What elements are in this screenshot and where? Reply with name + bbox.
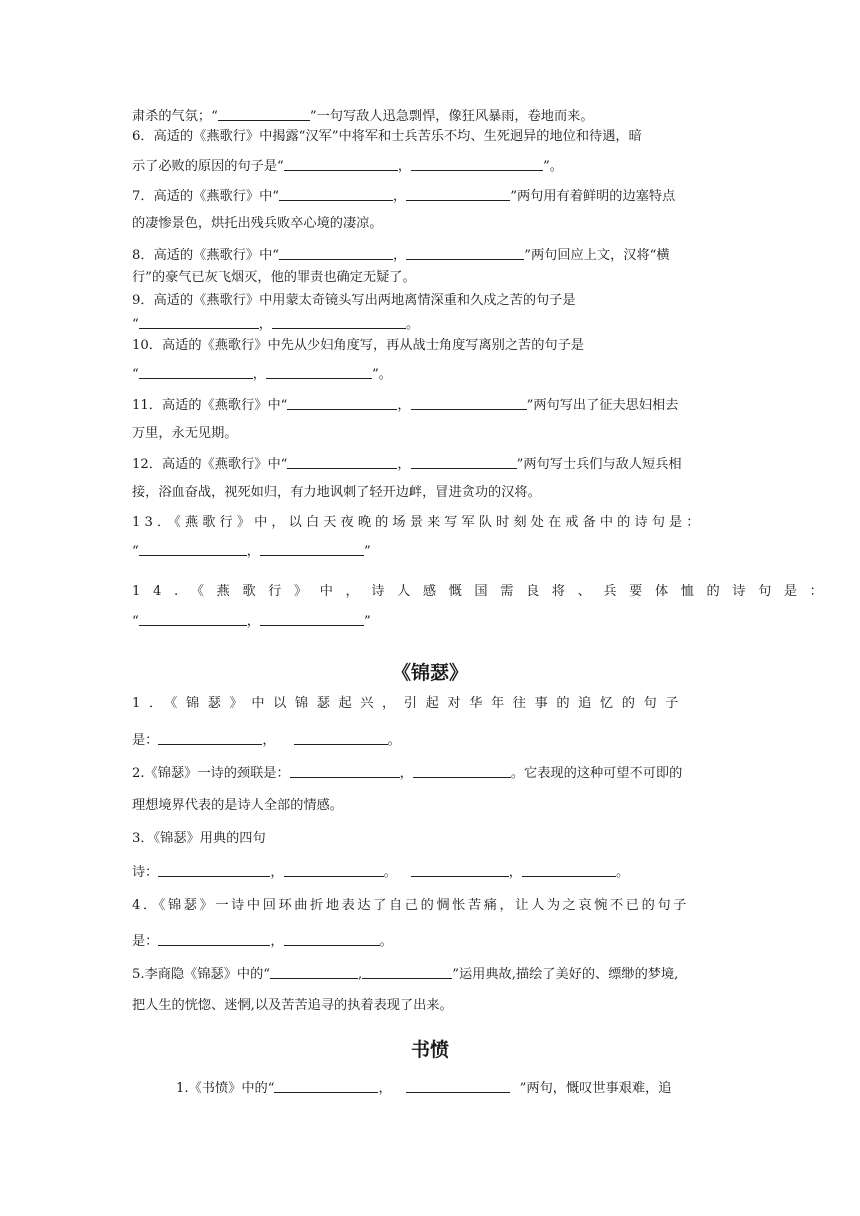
section-title-jinse: 《锦瑟》 (391, 662, 468, 684)
jinse-question-5: 5.李商隐《锦瑟》中的“ , ”运用典故,描绘了美好的、缥缈的梦境, (132, 964, 732, 985)
jinse-line-02: 是： ， 。 (132, 730, 732, 751)
answer-blank[interactable] (406, 1078, 510, 1093)
shufen-question-1: 1.《书愤》中的“ ， ”两句，慨叹世事艰难，追 (176, 1078, 732, 1099)
yan-line-09: “ ， 。 (132, 314, 732, 335)
answer-blank[interactable] (287, 395, 397, 410)
yan-line-05: 的凄惨景色，烘托出残兵败卒心境的凄凉。 (132, 216, 383, 231)
yan-line-07: 行”的豪气已灰飞烟灭，他的罪责也确定无疑了。 (132, 270, 416, 285)
answer-blank[interactable] (406, 245, 524, 260)
question-12: 12．高适的《燕歌行》中“ ， ”两句写士兵们与敌人短兵相 (132, 454, 732, 475)
answer-blank[interactable] (290, 763, 400, 778)
section-title-shufen: 书愤 (410, 1039, 449, 1061)
jinse-question-2: 2.《锦瑟》一诗的颈联是： ， 。它表现的这种可望不可即的 (132, 763, 732, 784)
answer-blank[interactable] (411, 156, 543, 171)
jinse-question-4: 4．《锦瑟》一诗中回环曲折地表达了自己的惆怅苦痛，让人为之哀惋不已的句子 (132, 898, 689, 913)
answer-blank[interactable] (270, 964, 358, 979)
answer-blank[interactable] (139, 611, 247, 626)
answer-blank[interactable] (139, 364, 253, 379)
answer-blank[interactable] (218, 106, 310, 121)
yan-line-03: 示了必败的原因的句子是“ ， ”。 (132, 156, 732, 177)
yan-line-11: “ ， ”。 (132, 364, 732, 385)
answer-blank[interactable] (272, 314, 406, 329)
question-7: 7．高适的《燕歌行》中“ ， ”两句用有着鲜明的边塞特点 (132, 186, 732, 207)
jinse-question-1: 1．《锦瑟》中以锦瑟起兴，引起对华年往事的追忆的句子 (132, 696, 688, 711)
question-9: 9．高适的《燕歌行》中用蒙太奇镜头写出两地离情深重和久戍之苦的句子是 (132, 293, 576, 308)
jinse-line-06: 诗： ， 。 ， 。 (132, 862, 732, 883)
answer-blank[interactable] (139, 541, 247, 556)
question-11: 11．高适的《燕歌行》中“ ， ”两句写出了征夫思妇相去 (132, 395, 732, 416)
answer-blank[interactable] (413, 763, 511, 778)
answer-blank[interactable] (284, 862, 384, 877)
answer-blank[interactable] (158, 931, 270, 946)
yan-line-01: 肃杀的气氛；“ ”一句写敌人迅急剽悍，像狂风暴雨，卷地而来。 (132, 106, 732, 127)
yan-line-15: 接，浴血奋战，视死如归，有力地讽刺了轻开边衅，冒进贪功的汉将。 (132, 485, 541, 500)
question-8: 8．高适的《燕歌行》中“ ， ”两句回应上文，汉将“横 (132, 245, 732, 266)
jinse-question-3: 3．《锦瑟》用典的四句 (132, 831, 266, 846)
answer-blank[interactable] (274, 1078, 378, 1093)
answer-blank[interactable] (139, 314, 259, 329)
question-6: 6．高适的《燕歌行》中揭露“汉军”中将军和士兵苦乐不均、生死迥异的地位和待遇，暗 (132, 129, 642, 144)
answer-blank[interactable] (411, 395, 527, 410)
answer-blank[interactable] (406, 186, 510, 201)
answer-blank[interactable] (284, 931, 380, 946)
answer-blank[interactable] (411, 454, 517, 469)
answer-blank[interactable] (284, 156, 398, 171)
answer-blank[interactable] (279, 186, 393, 201)
yan-line-13: 万里，永无见期。 (132, 426, 238, 441)
answer-blank[interactable] (260, 541, 364, 556)
answer-blank[interactable] (362, 964, 452, 979)
yan-line-17: “ ， ” (132, 541, 732, 562)
jinse-line-10: 把人生的恍惚、迷惘,以及苦苦追寻的执着表现了出来。 (132, 998, 453, 1013)
question-13: 13．《燕歌行》中，以白天夜晚的场景来写军队时刻处在戒备中的诗句是： (132, 515, 704, 530)
question-10: 10．高适的《燕歌行》中先从少妇角度写，再从战士角度写离别之苦的句子是 (132, 338, 584, 353)
answer-blank[interactable] (279, 245, 393, 260)
answer-blank[interactable] (260, 611, 364, 626)
answer-blank[interactable] (522, 862, 616, 877)
yan-line-19: “ ， ” (132, 611, 732, 632)
answer-blank[interactable] (158, 730, 262, 745)
answer-blank[interactable] (266, 364, 372, 379)
jinse-line-08: 是： ， 。 (132, 931, 732, 952)
answer-blank[interactable] (411, 862, 509, 877)
jinse-line-04: 理想境界代表的是诗人全部的情感。 (132, 798, 343, 813)
answer-blank[interactable] (294, 730, 388, 745)
answer-blank[interactable] (287, 454, 397, 469)
answer-blank[interactable] (158, 862, 270, 877)
question-14: 14.《燕歌行》中，诗人感慨国需良将、兵要体恤的诗句是： (132, 584, 836, 599)
